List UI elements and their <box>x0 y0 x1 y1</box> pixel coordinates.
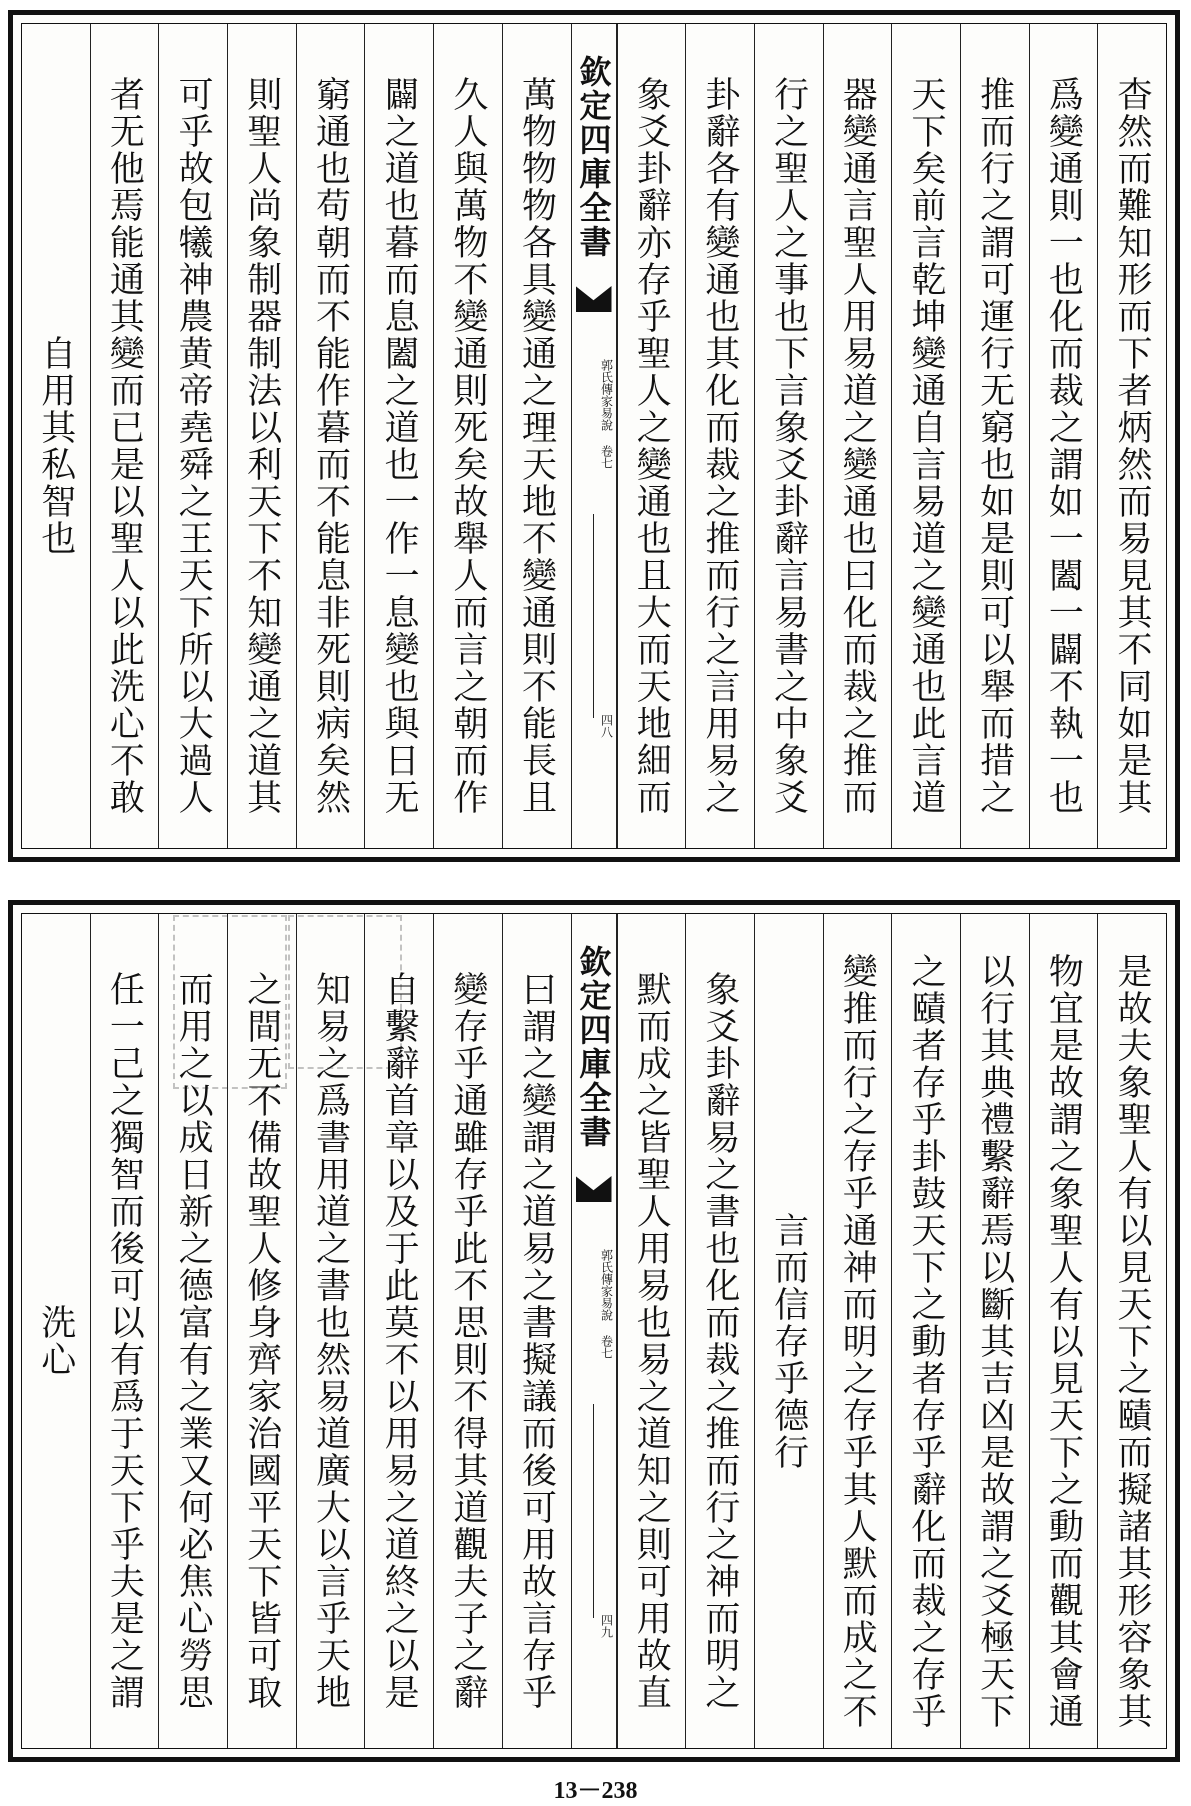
text-column <box>364 914 433 1748</box>
text-line: 變推而行之存乎通神而明之存乎其人默而成之不 <box>837 952 878 1730</box>
text-column <box>1097 914 1166 1748</box>
fishtail-ornament <box>576 286 612 312</box>
text-line: 自用其私智也 <box>35 335 76 557</box>
top-page-columns <box>21 23 1167 849</box>
text-column <box>1029 24 1098 848</box>
text-column <box>960 24 1029 848</box>
text-line: 天下矣前言乾坤變通自言易道之變通也此言道 <box>905 76 946 816</box>
text-line: 象爻卦辭亦存乎聖人之變通也且大而天地細而 <box>631 76 672 816</box>
text-column <box>90 24 159 848</box>
text-column <box>227 914 296 1748</box>
text-column <box>823 24 892 848</box>
page-number: 13－238 <box>553 1778 638 1804</box>
text-line: 洗心 <box>35 1304 76 1378</box>
text-line: 曰謂之變謂之道易之書擬議而後可用故言存乎 <box>516 971 557 1711</box>
text-column <box>1029 914 1098 1748</box>
text-line: 可乎故包犧神農黄帝堯舜之王天下所以大過人 <box>173 76 214 816</box>
text-column <box>1097 24 1166 848</box>
text-line: 變存乎通雖存乎此不思則不得其道觀夫子之辭 <box>447 971 488 1711</box>
fishtail-ornament <box>576 1176 612 1202</box>
text-line: 知易之爲書用道之書也然易道廣大以言乎天地 <box>310 971 351 1711</box>
text-line: 行之聖人之事也下言象爻卦辭言易書之中象爻 <box>768 76 809 816</box>
text-column <box>433 24 502 848</box>
text-line: 之賾者存乎卦鼓天下之動者存乎辭化而裁之存乎 <box>905 952 946 1730</box>
text-column <box>364 24 433 848</box>
book-title: 欽定四庫全書 <box>574 55 613 259</box>
top-page <box>8 10 1180 862</box>
text-line: 杳然而難知形而下者炳然而易見其不同如是其 <box>1112 76 1152 816</box>
text-column <box>90 914 159 1748</box>
volume-subtitle: 郭氏傳家易說 卷七 <box>599 359 614 469</box>
fold-line <box>593 1404 595 1618</box>
text-column <box>754 24 823 848</box>
text-line: 卦辭各有變通也其化而裁之推而行之言用易之 <box>699 76 740 816</box>
text-column <box>227 24 296 848</box>
book-title: 欽定四庫全書 <box>574 945 613 1149</box>
text-line: 窮通也苟朝而不能作暮而不能息非死則病矣然 <box>310 76 351 816</box>
text-line: 爲變通則一也化而裁之謂如一闔一闢不執一也 <box>1043 76 1084 816</box>
folio-number: 四九 <box>599 1614 614 1638</box>
text-column <box>502 24 571 848</box>
center-fold <box>571 24 617 848</box>
text-column <box>158 914 227 1748</box>
text-column <box>754 914 823 1748</box>
text-line: 久人與萬物不變通則死矣故舉人而言之朝而作 <box>447 76 488 816</box>
text-line: 以行其典禮繫辭焉以斷其吉凶是故謂之爻極天下 <box>974 952 1015 1730</box>
text-line: 之間无不備故聖人修身齊家治國平天下皆可取 <box>241 971 282 1711</box>
center-fold <box>571 914 617 1748</box>
text-column <box>960 914 1029 1748</box>
text-line: 推而行之謂可運行无窮也如是則可以舉而措之 <box>974 76 1015 816</box>
text-line: 器變通言聖人用易道之變通也曰化而裁之推而 <box>837 76 878 816</box>
text-line: 萬物物物各具變通之理天地不變通則不能長且 <box>516 76 557 816</box>
text-column <box>891 24 960 848</box>
text-column <box>296 914 365 1748</box>
bottom-page-columns <box>21 913 1167 1749</box>
text-column <box>891 914 960 1748</box>
text-column <box>158 24 227 848</box>
text-line: 而用之以成日新之德富有之業又何必焦心勞思 <box>173 971 214 1711</box>
text-line: 象爻卦辭易之書也化而裁之推而行之神而明之 <box>699 971 740 1711</box>
text-line: 默而成之皆聖人用易也易之道知之則可用故直 <box>631 971 672 1711</box>
text-line: 言而信存乎德行 <box>768 1211 809 1471</box>
text-column <box>502 914 571 1748</box>
text-line: 物宜是故謂之象聖人有以見天下之動而觀其會通 <box>1043 952 1084 1730</box>
text-line: 自繫辭首章以及于此莫不以用易之道終之以是 <box>379 971 420 1711</box>
volume-subtitle: 郭氏傳家易說 卷七 <box>599 1249 614 1359</box>
text-line: 者无他焉能通其變而已是以聖人以此洗心不敢 <box>104 76 145 816</box>
text-line: 任一己之獨智而後可以有爲于天下乎夫是之謂 <box>104 971 145 1711</box>
text-column <box>823 914 892 1748</box>
text-column <box>685 24 754 848</box>
text-column <box>685 914 754 1748</box>
text-column <box>617 914 686 1748</box>
fold-line <box>593 514 595 718</box>
text-column <box>617 24 686 848</box>
text-column <box>22 914 90 1748</box>
text-line: 是故夫象聖人有以見天下之賾而擬諸其形容象其 <box>1112 952 1152 1730</box>
text-column <box>296 24 365 848</box>
text-column <box>22 24 90 848</box>
text-line: 闢之道也暮而息闔之道也一作一息變也與日无 <box>379 76 420 816</box>
folio-number: 四八 <box>599 714 614 738</box>
text-line: 則聖人尚象制器制法以利天下不知變通之道其 <box>241 76 282 816</box>
text-column <box>433 914 502 1748</box>
bottom-page <box>8 900 1180 1762</box>
